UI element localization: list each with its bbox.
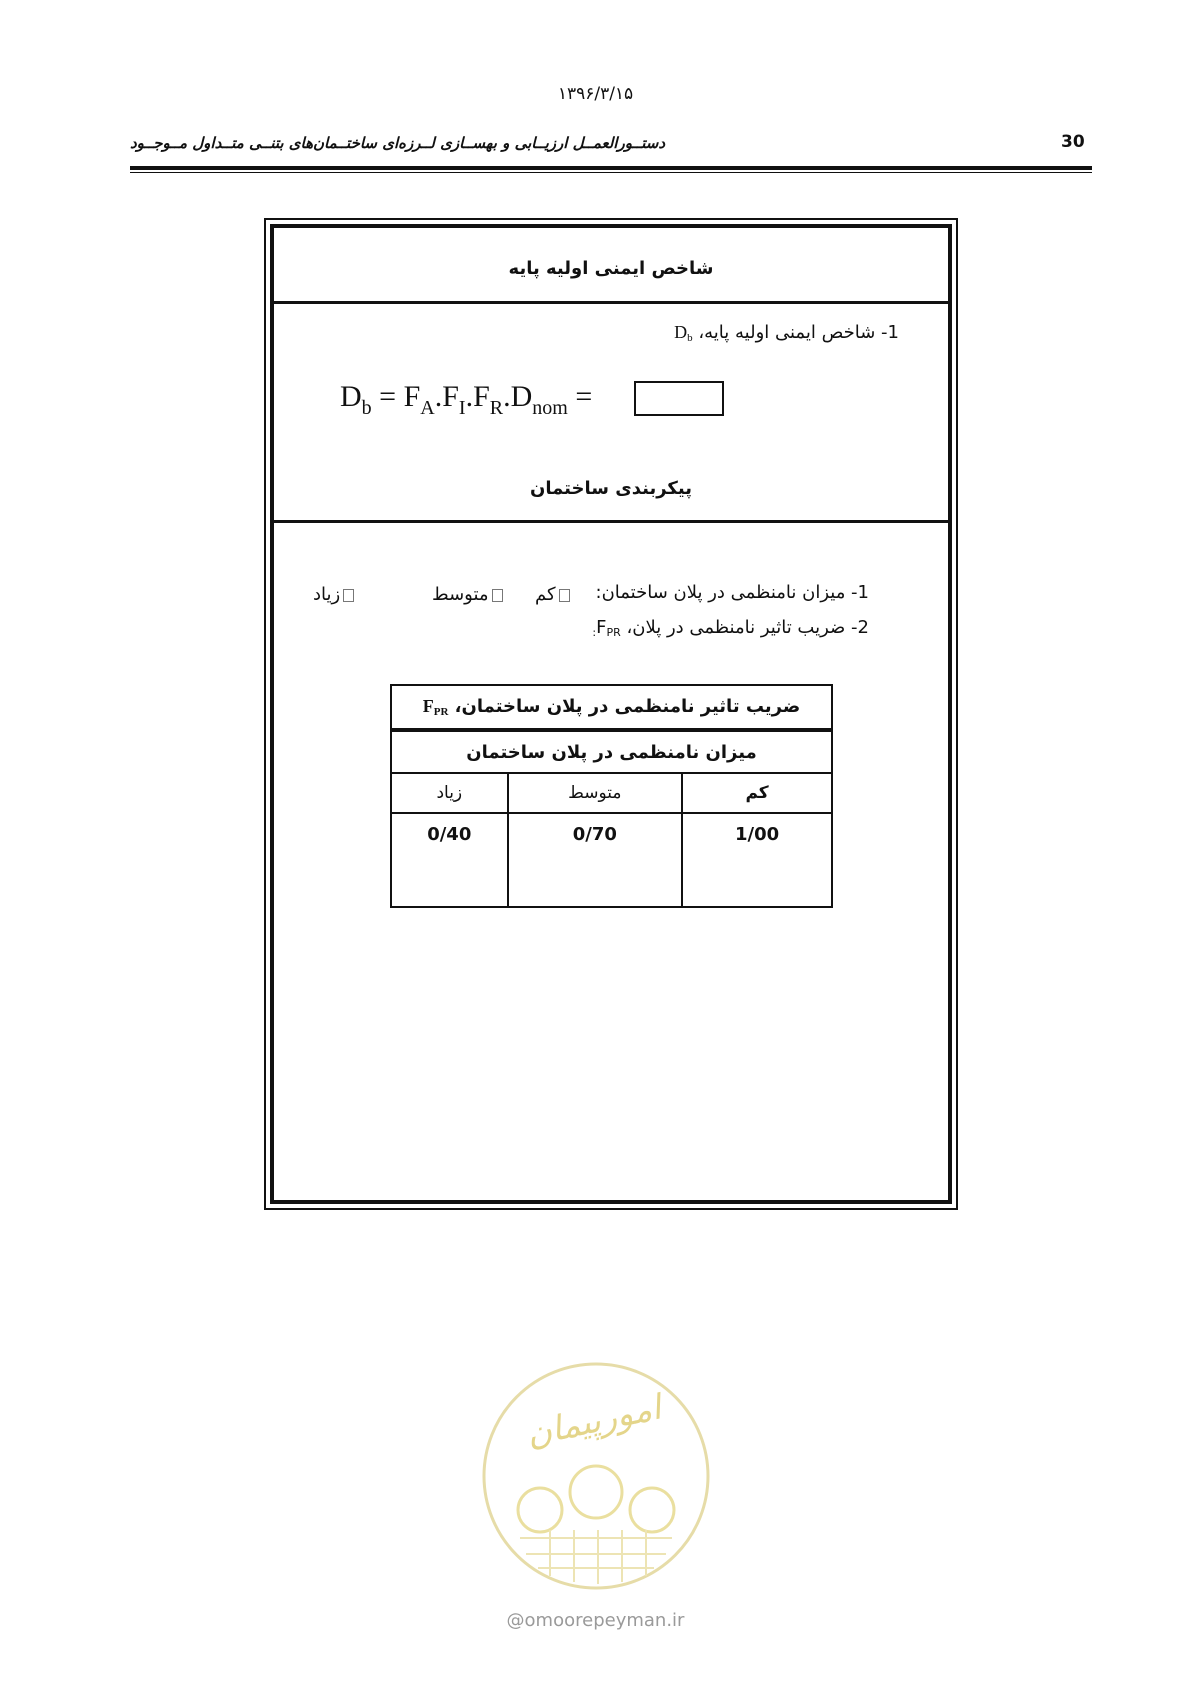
watermark-site-text: @omoorepeyman.ir bbox=[506, 1610, 685, 1631]
column-header-medium: متوسط bbox=[508, 773, 683, 813]
divider-title bbox=[274, 301, 948, 304]
column-header-low: کم bbox=[682, 773, 832, 813]
value-low: 1/00 bbox=[682, 813, 832, 907]
checkbox-low[interactable] bbox=[559, 589, 570, 602]
fpr-table-subtitle: میزان نامنظمی در پلان ساختمان bbox=[391, 730, 832, 773]
section-title-base-safety-index: شاخص ایمنی اولیه پایه bbox=[508, 258, 714, 279]
option-medium[interactable]: متوسط bbox=[432, 584, 506, 605]
option-low[interactable]: کم bbox=[535, 584, 573, 605]
section-title-building-configuration: پیکربندی ساختمان bbox=[529, 478, 692, 499]
item-label: 1- شاخص ایمنی اولیه پایه، bbox=[692, 322, 899, 343]
column-header-high: زیاد bbox=[391, 773, 508, 813]
fpr-table bbox=[390, 684, 833, 908]
page-number: 30 bbox=[1061, 132, 1085, 152]
item-fpr-coefficient: 2- ضریب تاثیر نامنظمی در پلان، $F_{PR:}$ bbox=[592, 617, 869, 639]
value-high: 0/40 bbox=[391, 813, 508, 907]
db-symbol: $D_b$ bbox=[674, 322, 693, 344]
watermark-seal-logo bbox=[480, 1360, 712, 1592]
item-base-safety-index bbox=[674, 322, 899, 344]
option-high[interactable]: زیاد bbox=[313, 584, 357, 605]
fpr-symbol: $F_{PR}$ bbox=[596, 617, 621, 639]
header-rule-thick bbox=[130, 166, 1092, 170]
document-date: ۱۳۹۶/۳/۱۵ bbox=[557, 84, 634, 104]
seal-text: امورپیمان bbox=[522, 1387, 665, 1455]
db-result-input[interactable] bbox=[634, 381, 724, 416]
header-rule-thin bbox=[130, 172, 1092, 173]
value-medium: 0/70 bbox=[508, 813, 683, 907]
item-plan-irregularity: 1- میزان نامنظمی در پلان ساختمان: bbox=[595, 582, 869, 603]
checkbox-medium[interactable] bbox=[492, 589, 503, 602]
divider-section bbox=[274, 520, 948, 523]
running-title: دستــورالعمــل ارزیــابی و بهســازی لــرزه‌ای ساختــمان‌های بتنــی متــداول مــوجــود bbox=[130, 134, 666, 152]
fpr-table-title: ضریب تاثیر نامنظمی در پلان ساختمان، $F_{PR}$ bbox=[391, 685, 832, 730]
base-index-formula: $D_b = F_A.F_I.F_R.D_{nom}$ = bbox=[340, 380, 593, 419]
at-icon: @ bbox=[506, 1610, 525, 1631]
checkbox-high[interactable] bbox=[343, 589, 354, 602]
